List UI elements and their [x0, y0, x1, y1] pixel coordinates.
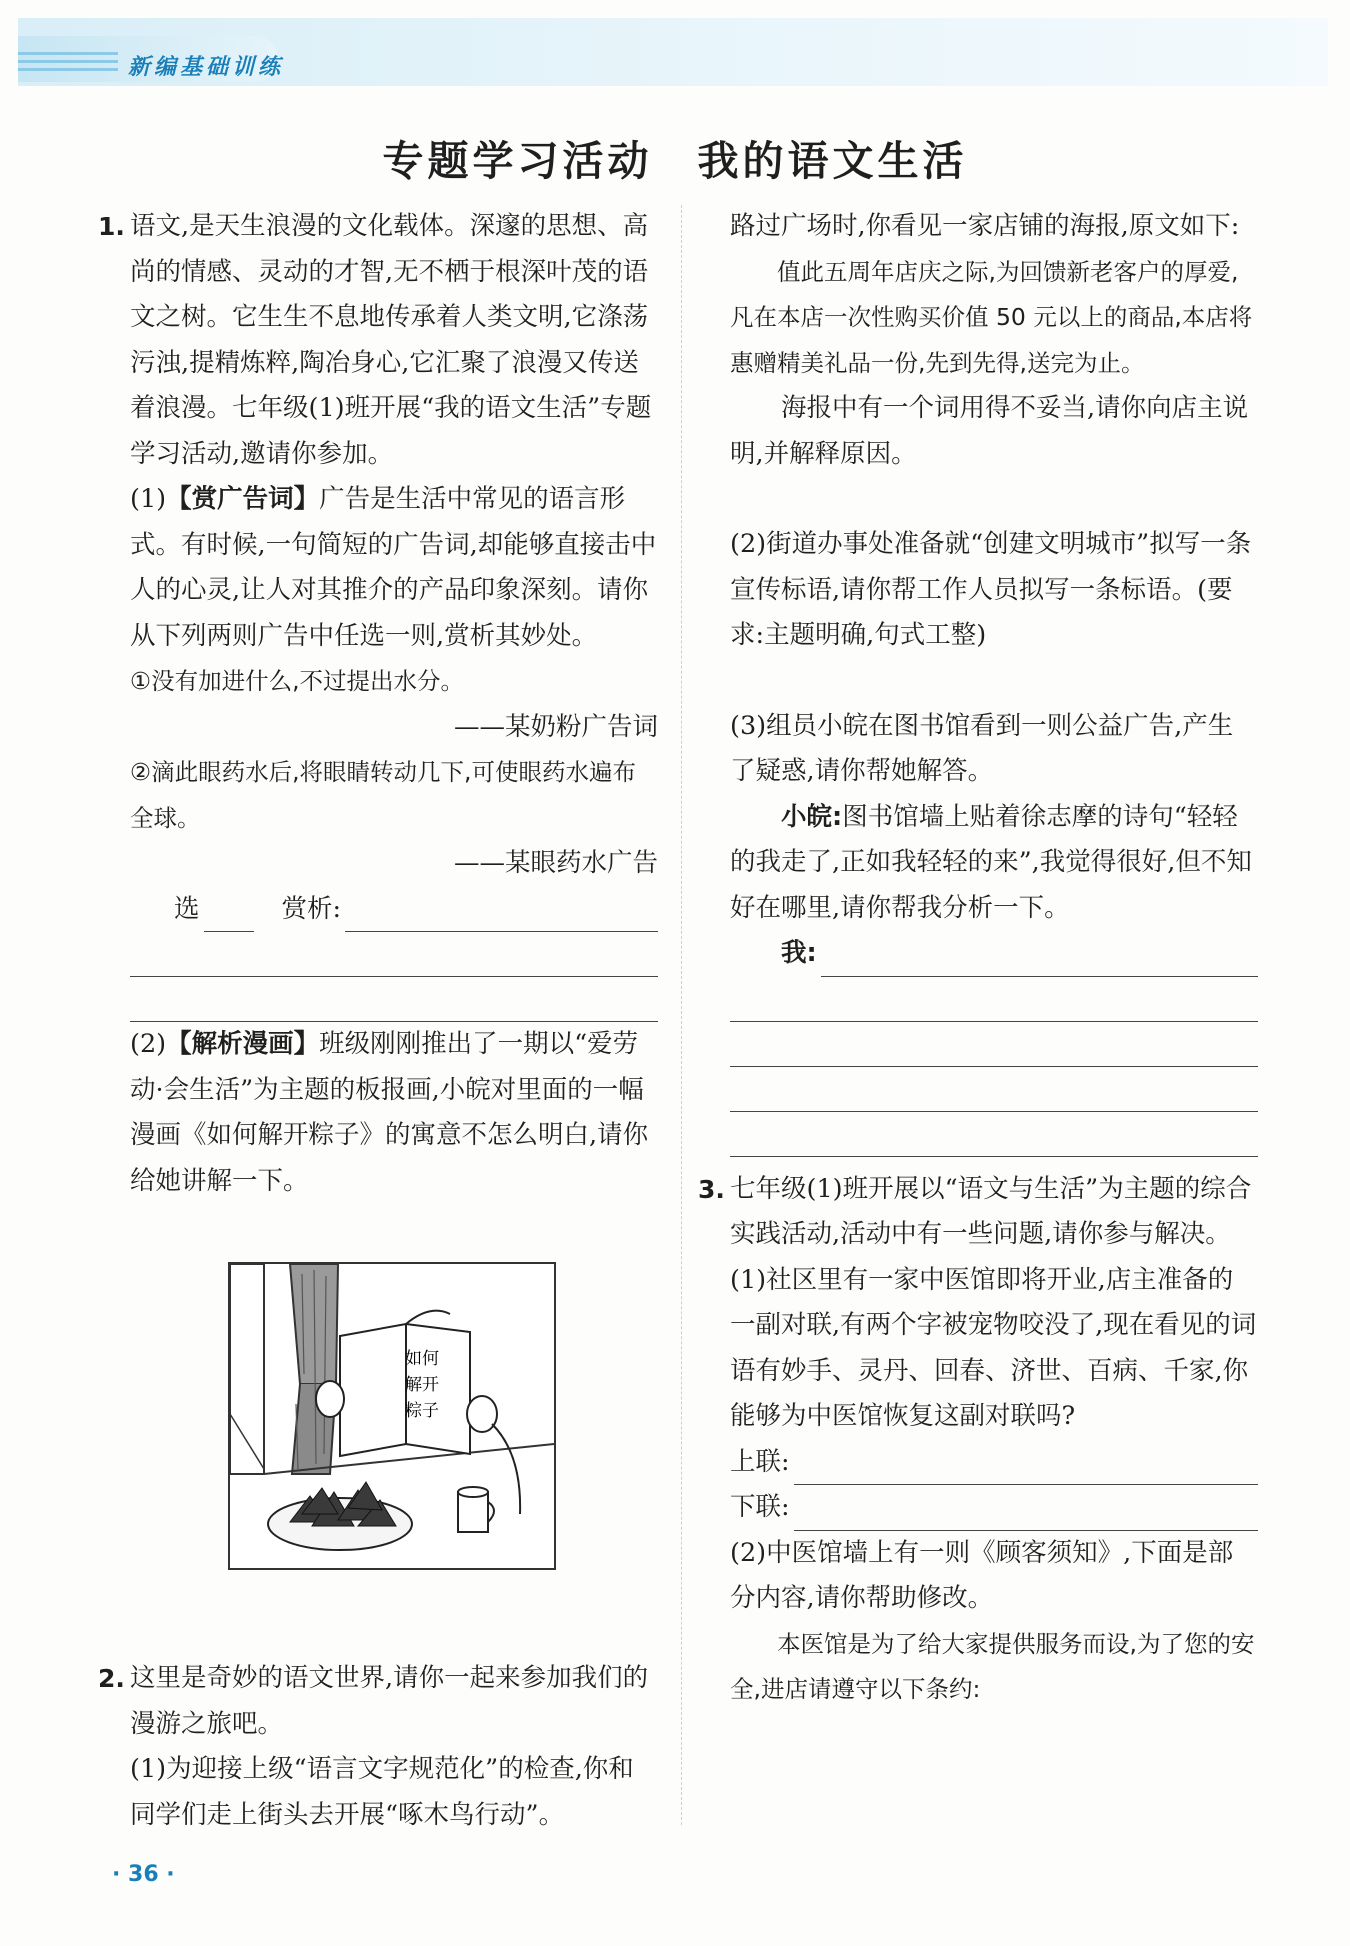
cartoon-caption-3: 粽子 — [405, 1401, 439, 1421]
brand-label: 新编基础训练 — [128, 55, 285, 80]
my-answer-line — [730, 931, 1258, 977]
q1-part1 — [130, 477, 658, 659]
analysis-blank[interactable] — [345, 899, 658, 932]
q2-part2: (2)街道办事处准备就“创建文明城市”拟写一条宣传标语,请你帮工作人员拟写一条标语。(要求:主题明确,句式工整) — [730, 529, 1252, 650]
choice-blank[interactable] — [204, 899, 254, 932]
lower-couplet-line — [730, 1485, 1258, 1531]
answer-line[interactable] — [730, 1112, 1258, 1157]
choose-label: 选 — [174, 893, 200, 924]
answer-line[interactable] — [130, 932, 658, 977]
question-number: 1. — [98, 212, 125, 241]
header-stripes — [18, 52, 118, 76]
ad-1: ①没有加进什么,不过提出水分。 — [130, 667, 465, 695]
question-number: 3. — [698, 1174, 725, 1204]
part-tag: 【解析漫画】 — [166, 1029, 320, 1059]
column-divider — [681, 205, 682, 1825]
notice-text: 本医馆是为了给大家提供服务而设,为了您的安全,进店请遵守以下条约: — [730, 1629, 1255, 1703]
xiaowan-dialog — [730, 795, 1258, 932]
analysis-label: 赏析: — [281, 893, 342, 924]
ad-2-source: ——某眼药水广告 — [453, 848, 658, 878]
q2-intro: 这里是奇妙的语文世界,请你一起来参加我们的漫游之旅吧。 — [130, 1663, 649, 1739]
ad-1-source: ——某奶粉广告词 — [453, 711, 658, 742]
question-number: 2. — [98, 1664, 125, 1693]
q2-part1-continued: 路过广场时,你看见一家店铺的海报,原文如下: — [730, 211, 1240, 241]
upper-couplet-line — [730, 1440, 1258, 1486]
upper-label: 上联: — [730, 1446, 790, 1477]
me-label: 我: — [781, 938, 817, 968]
q1-part2 — [130, 1022, 658, 1204]
q3-intro: 七年级(1)班开展以“语文与生活”为主题的综合实践活动,活动中有一些问题,请你参与解决。 — [730, 1173, 1252, 1249]
question-2 — [98, 1656, 658, 1838]
poster-text: 值此五周年店庆之际,为回馈新老客户的厚爱,凡在本店一次性购买价值 50 元以上的商品,本店将惠赠精美礼品一份,先到先得,送完为止。 — [730, 257, 1253, 377]
part-prefix: (1) — [130, 484, 167, 514]
me-blank[interactable] — [821, 944, 1258, 977]
q3-part1: (1)社区里有一家中医馆即将开业,店主准备的一副对联,有两个字被宠物咬没了,现在看见的词语有妙手、灵丹、回春、济世、百病、千家,你能够为中医馆恢复这副对联吗? — [730, 1264, 1257, 1431]
left-column — [98, 204, 658, 1204]
page-number: · 36 · — [112, 1862, 175, 1887]
q2-part1-ask: 海报中有一个词用得不妥当,请你向店主说明,并解释原因。 — [730, 393, 1249, 469]
lower-label: 下联: — [730, 1492, 790, 1522]
answer-line[interactable] — [730, 977, 1258, 1022]
part-text: 班级刚刚推出了一期以“爱劳动·会生活”为主题的板报画,小皖对里面的一幅漫画《如何解开粽子》的寓意不怎么明白,请你给她讲解一下。 — [130, 1029, 649, 1196]
page-title: 专题学习活动 我的语文生活 — [382, 137, 968, 185]
xiaowan-text: 图书馆墙上贴着徐志摩的诗句“轻轻的我走了,正如我轻轻的来”,我觉得很好,但不知好在哪里,请你帮我分析一下。 — [730, 801, 1252, 923]
q2-part1: (1)为迎接上级“语言文字规范化”的检查,你和同学们走上街头去开展“啄木鸟行动”。 — [130, 1754, 634, 1830]
right-column — [698, 204, 1258, 1713]
q1-intro: 语文,是天生浪漫的文化载体。深邃的思想、高尚的情感、灵动的才智,无不栖于根深叶茂的语文之树。它生生不息地传承着人类文明,它涤荡污浊,提精炼粹,陶冶身心,它汇聚了浪漫又传送着浪漫。七年级(1)班开展“我的语文生活”专题学习活动,邀请你参加。 — [130, 211, 652, 469]
part-text: 广告是生活中常见的语言形式。有时候,一句简短的广告词,却能够直接击中人的心灵,让人对其推介的产品印象深刻。请你从下列两则广告中任选一则,赏析其妙处。 — [130, 484, 657, 651]
lower-blank[interactable] — [794, 1498, 1258, 1531]
cartoon-drawing — [230, 1264, 554, 1568]
question-1 — [98, 204, 658, 1204]
answer-line[interactable] — [130, 977, 658, 1022]
cartoon-caption-1: 如何 — [405, 1349, 439, 1369]
choice-line — [130, 887, 658, 933]
answer-line[interactable] — [730, 1067, 1258, 1112]
q3-part2: (2)中医馆墙上有一则《顾客须知》,下面是部分内容,请你帮助修改。 — [730, 1537, 1234, 1613]
part-tag: 【赏广告词】 — [166, 484, 320, 514]
upper-blank[interactable] — [794, 1452, 1258, 1485]
part-prefix: (2) — [130, 1029, 167, 1059]
q2-part3: (3)组员小皖在图书馆看到一则公益广告,产生了疑惑,请你帮她解答。 — [730, 710, 1234, 786]
answer-line[interactable] — [730, 1022, 1258, 1067]
question-3 — [698, 1167, 1258, 1713]
cartoon-image — [228, 1262, 556, 1570]
ad-2: ②滴此眼药水后,将眼睛转动几下,可使眼药水遍布全球。 — [130, 758, 637, 832]
cartoon-caption-2: 解开 — [405, 1375, 439, 1395]
xiaowan-label: 小皖: — [781, 801, 843, 832]
